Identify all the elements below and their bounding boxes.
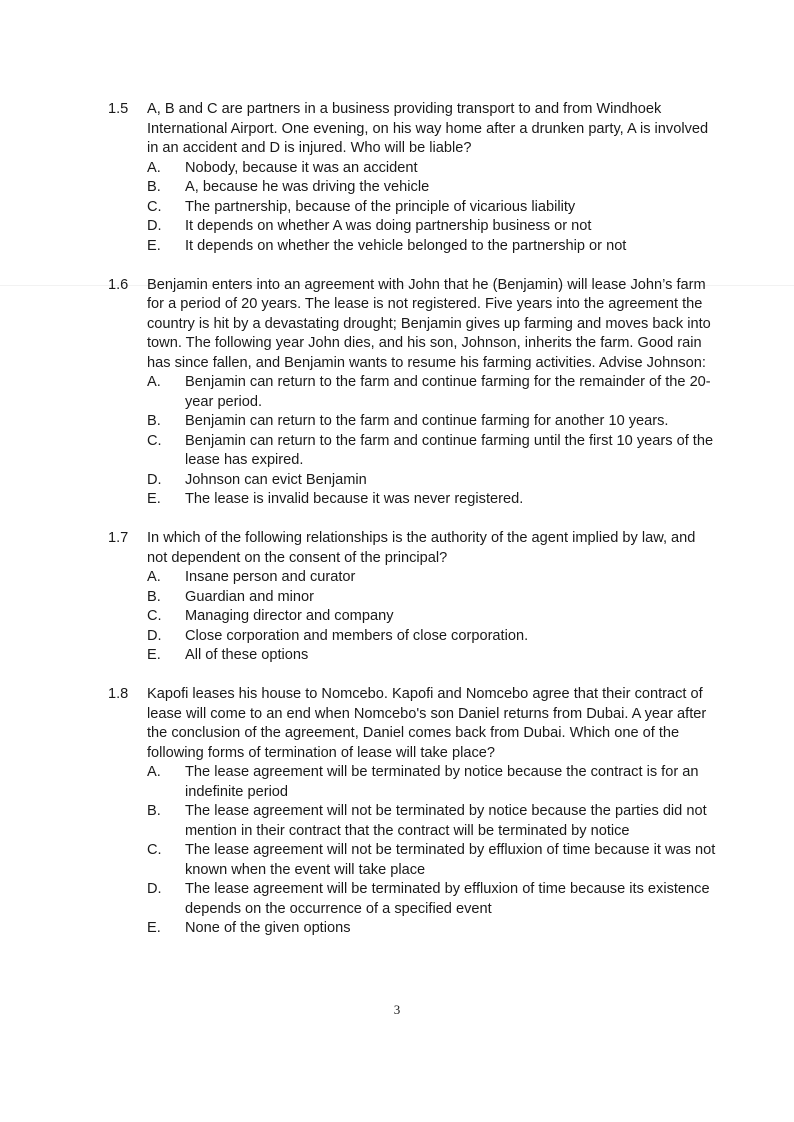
option-text: All of these options [185, 647, 309, 663]
page-number: 3 [393, 1002, 401, 1017]
question-number: 1.6 [108, 276, 129, 293]
option-label: C. [147, 198, 162, 215]
option-d [147, 217, 718, 237]
option-label: C. [147, 608, 162, 624]
option-text: Benjamin can return to the farm and continue farming until the first 10 years of the lease has expired. [185, 432, 714, 468]
option-label: E. [147, 491, 161, 507]
option-label: B. [147, 179, 161, 195]
option-e [147, 490, 718, 510]
option-label: A. [147, 764, 161, 780]
option-b [147, 178, 718, 198]
option-a [147, 568, 718, 588]
question-1-5 [108, 100, 718, 256]
question-number: 1.7 [108, 530, 129, 546]
question-number: 1.8 [108, 686, 129, 702]
option-text: Johnson can evict Benjamin [185, 471, 367, 488]
option-label: D. [147, 471, 162, 488]
option-text: The lease agreement will be terminated by effluxion of time because its existence depends on the occurrence of a specified event [185, 881, 710, 917]
option-text: It depends on whether the vehicle belonged to the partnership or not [185, 237, 627, 254]
option-text: The lease is invalid because it was never registered. [185, 491, 524, 507]
option-e [147, 646, 718, 666]
option-c [147, 432, 718, 471]
option-label: A. [147, 159, 161, 176]
option-text: Nobody, because it was an accident [185, 159, 418, 176]
option-label: B. [147, 803, 161, 819]
option-label: C. [147, 432, 162, 449]
option-label: B. [147, 413, 161, 429]
option-a [147, 159, 718, 179]
option-c [147, 841, 718, 880]
option-text: Managing director and company [185, 608, 394, 624]
option-e [147, 237, 718, 257]
option-c [147, 198, 718, 218]
option-text: Insane person and curator [185, 569, 356, 585]
option-text: The lease agreement will be terminated by notice because the contract is for an indefinite period [185, 764, 699, 800]
option-b [147, 588, 718, 608]
option-text: It depends on whether A was doing partnership business or not [185, 218, 592, 234]
option-text: A, because he was driving the vehicle [185, 179, 430, 195]
option-d [147, 880, 718, 919]
option-label: D. [147, 627, 162, 644]
option-list [147, 159, 718, 257]
question-number: 1.5 [108, 101, 129, 117]
option-label: C. [147, 842, 162, 858]
option-text: Guardian and minor [185, 588, 314, 605]
option-label: D. [147, 218, 162, 234]
option-text: Close corporation and members of close corporation. [185, 627, 529, 644]
option-d [147, 627, 718, 647]
option-label: E. [147, 647, 161, 663]
option-label: E. [147, 237, 161, 254]
option-e [147, 919, 718, 939]
option-a [147, 373, 718, 412]
question-1-8 [108, 685, 718, 939]
question-text: Kapofi leases his house to Nomcebo. Kapofi and Nomcebo agree that their contract of lease will come to an end when Nomcebo's son Daniel returns from Dubai. A year after the conclusion of the agreement, Daniel comes back from Dubai. Which one of the following forms of termination of lease will take place? [147, 686, 707, 761]
exam-page [108, 100, 718, 958]
question-text: Benjamin enters into an agreement with John that he (Benjamin) will lease John’s farm for a period of 20 years. The lease is not registered. Five years into the agreement the country is hit by a devastating drought; Benjamin gives up farming and moves back into town. The following year John dies, and his son, Johnson, inherits the farm. Good rain has since fallen, and Benjamin wants to resume his farming activities. Advise Johnson: [147, 276, 711, 371]
option-a [147, 763, 718, 802]
question-1-6 [108, 276, 718, 510]
option-c [147, 607, 718, 627]
option-d [147, 471, 718, 491]
option-list [147, 568, 718, 666]
option-label: E. [147, 920, 161, 936]
option-label: A. [147, 569, 161, 585]
option-list [147, 373, 718, 510]
option-b [147, 802, 718, 841]
option-text: The lease agreement will not be terminated by notice because the parties did not mention in their contract that the contract will be terminated by notice [185, 803, 707, 839]
option-text: The partnership, because of the principle of vicarious liability [185, 198, 576, 215]
question-text: In which of the following relationships is the authority of the agent implied by law, and not dependent on the consent of the principal? [147, 530, 696, 566]
question-1-7 [108, 529, 718, 666]
option-label: D. [147, 881, 162, 897]
option-label: A. [147, 374, 161, 390]
option-text: None of the given options [185, 920, 351, 936]
option-label: B. [147, 588, 161, 605]
option-text: Benjamin can return to the farm and continue farming for another 10 years. [185, 413, 669, 429]
option-list [147, 763, 718, 939]
option-b [147, 412, 718, 432]
question-text: A, B and C are partners in a business providing transport to and from Windhoek International Airport. One evening, on his way home after a drunken party, A is involved in an accident and D is injured. Who will be liable? [147, 101, 709, 156]
option-text: The lease agreement will not be terminated by effluxion of time because it was not known when the event will take place [185, 842, 716, 878]
option-text: Benjamin can return to the farm and continue farming for the remainder of the 20-year period. [185, 374, 711, 410]
